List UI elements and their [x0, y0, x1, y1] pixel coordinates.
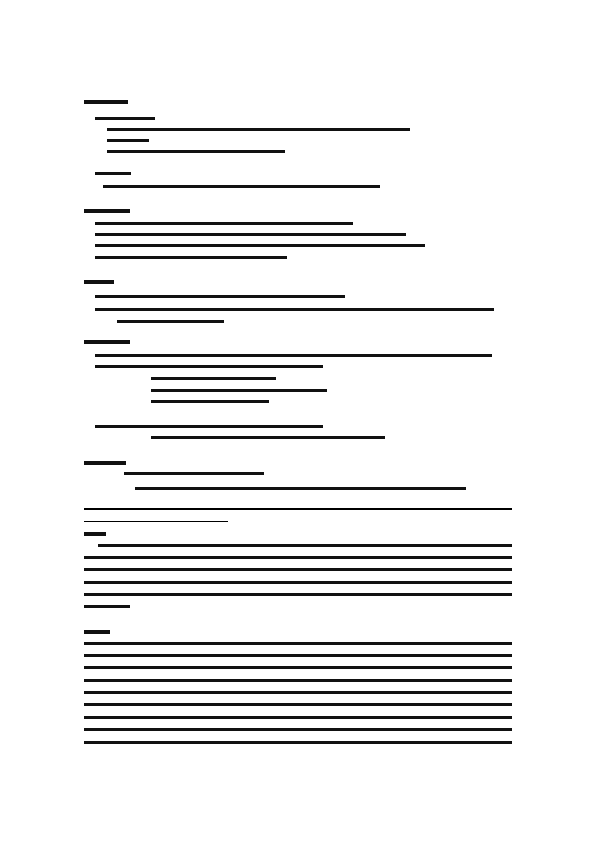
footnote-2-line-2 [84, 654, 512, 657]
footnote-2-line-9 [84, 741, 512, 744]
section-3-item-2-cont [117, 320, 224, 323]
section-4-sub-4 [151, 436, 385, 439]
footnote-rule [84, 521, 228, 522]
section-1-bullet-2 [107, 139, 149, 142]
footnote-2-line-7 [84, 716, 512, 719]
section-2-item-2 [95, 233, 406, 236]
section-4-sub-1 [151, 377, 276, 380]
section-1-subheading [95, 117, 155, 120]
section-5-item-1 [124, 472, 264, 475]
footnote-2-label [84, 630, 110, 634]
section-5-item-2 [135, 487, 466, 490]
footnote-2-line-8 [84, 728, 512, 731]
section-3-item-2 [95, 308, 494, 311]
footnote-2-line-3 [84, 666, 512, 669]
footnote-1-line-3 [84, 568, 512, 571]
section-4-sub-3 [151, 400, 269, 403]
section-4-item-3 [95, 425, 323, 428]
footnote-2-line-6 [84, 703, 512, 706]
footnote-2-line-5 [84, 691, 512, 694]
section-5-heading [84, 461, 126, 465]
footnote-1-line-2 [84, 556, 512, 559]
section-2-item-1 [95, 222, 353, 225]
footnote-2-line-4 [84, 679, 512, 682]
footnote-1-label [84, 532, 106, 536]
section-1-bullet-1 [107, 128, 410, 131]
footnote-1-line-1 [98, 544, 512, 547]
footnote-1-line-4 [84, 581, 512, 584]
section-3-heading [84, 280, 114, 284]
section-2-item-4 [95, 256, 287, 259]
footnote-1-line-5 [84, 593, 512, 596]
section-4-item-2 [95, 365, 323, 368]
section-2-item-3 [95, 244, 425, 247]
section-2-heading [84, 209, 130, 213]
section-4-item-1 [95, 354, 492, 357]
section-1-heading [84, 100, 128, 104]
horizontal-rule [84, 508, 512, 510]
footnote-1-line-6 [84, 605, 130, 608]
section-1-subheading-2 [95, 172, 131, 175]
section-3-item-1 [95, 295, 345, 298]
section-1-bullet-4 [103, 185, 380, 188]
section-4-heading [84, 340, 130, 344]
section-4-sub-2 [151, 389, 327, 392]
footnote-2-line-1 [84, 642, 512, 645]
section-1-bullet-3 [107, 150, 285, 153]
